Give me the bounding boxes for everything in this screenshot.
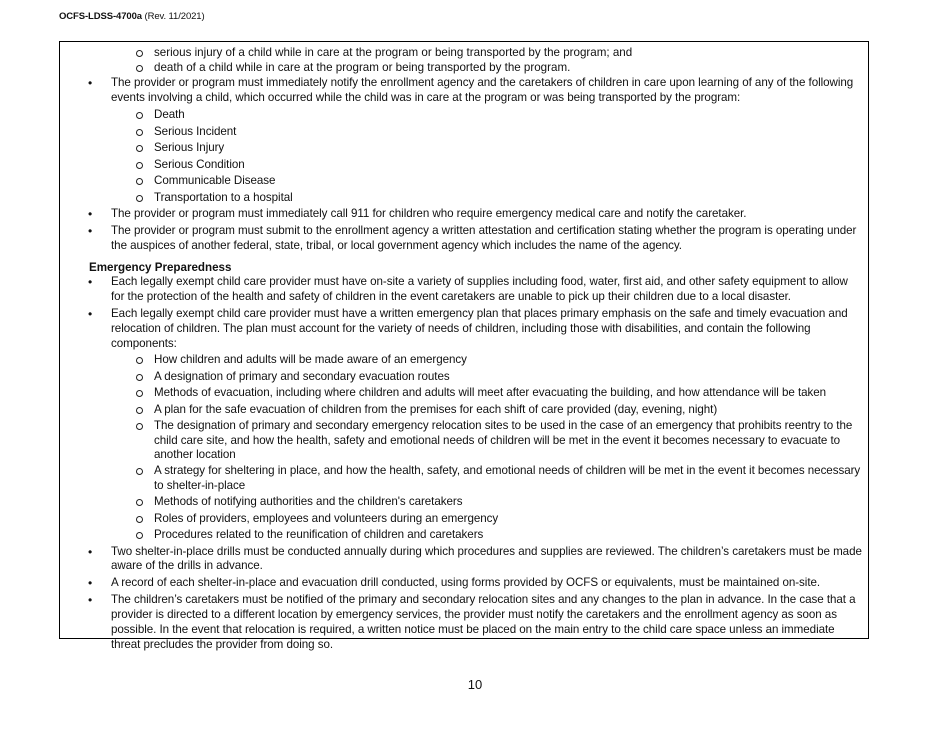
list-item-notify bbox=[60, 76, 868, 205]
sub-list-item: Death bbox=[111, 108, 862, 122]
sub-list-item: A strategy for sheltering in place, and how the health, safety, and emotional needs of children will be met in the event it becomes necessary to shelter-in-place bbox=[111, 464, 862, 492]
sub-list-item: Serious Incident bbox=[111, 125, 862, 139]
sub-list-item: death of a child while in care at the program or being transported by the program. bbox=[111, 61, 868, 75]
continued-sub-list bbox=[111, 46, 868, 75]
section-heading-emergency-preparedness: Emergency Preparedness bbox=[89, 260, 232, 274]
content-body bbox=[60, 44, 868, 655]
list-item-attestation: • The provider or program must submit to the enrollment agency a written attestation and certification stating whether the program is operating under the auspices of another federal, state, tribal, or local government agency which includes the name of the agency. bbox=[60, 224, 868, 254]
sub-list-item: Communicable Disease bbox=[111, 174, 862, 188]
form-code: OCFS-LDSS-4700a bbox=[59, 11, 142, 22]
list-item-relocation-notice: • The children’s caretakers must be notified of the primary and secondary relocation sites and any changes to the plan in advance. In the case that a provider is directed to a different location by emergency services, the provider must notify the caretakers and the enrollment agency as soon as possible. In the event that relocation is required, a written notice must be placed on the main entry to the child care space unless an immediate threat precludes the provider from doing so. bbox=[60, 593, 868, 653]
emergency-requirements-list bbox=[60, 275, 868, 653]
list-item-supplies: • Each legally exempt child care provider must have on-site a variety of supplies including food, water, first aid, and other safety equipment to allow for the protection of the health and safety of children in the event caretakers are unable to pick up their children due to a local disaster. bbox=[60, 275, 868, 305]
sub-list-item: serious injury of a child while in care at the program or being transported by the program; and bbox=[111, 46, 868, 60]
list-item-text: Each legally exempt child care provider must have a written emergency plan that places primary emphasis on the safe and timely evacuation and relocation of children. The plan must account for the variety of needs of children, including those with disabilities, and contain the following components: bbox=[111, 306, 848, 350]
page-number: 10 bbox=[467, 677, 483, 692]
sub-list-item: Methods of evacuation, including where children and adults will meet after evacuating the building, and how attendance will be taken bbox=[111, 386, 862, 400]
sub-list-item: Roles of providers, employees and volunteers during an emergency bbox=[111, 512, 862, 526]
list-item-drill-records: • A record of each shelter-in-place and evacuation drill conducted, using forms provided by OCFS or equivalents, must be maintained on-site. bbox=[60, 576, 868, 591]
sub-list-item: Methods of notifying authorities and the children's caretakers bbox=[111, 495, 862, 509]
requirements-list bbox=[60, 76, 868, 254]
sub-list-item: A designation of primary and secondary evacuation routes bbox=[111, 370, 862, 384]
sub-list-item: Serious Condition bbox=[111, 158, 862, 172]
notify-events-list bbox=[111, 108, 862, 205]
list-item-call-911: • The provider or program must immediately call 911 for children who require emergency medical care and notify the caretaker. bbox=[60, 207, 868, 222]
sub-list-item: Transportation to a hospital bbox=[111, 191, 862, 205]
list-item-emergency-plan bbox=[60, 307, 868, 543]
form-identifier bbox=[59, 11, 205, 22]
form-revision: (Rev. 11/2021) bbox=[141, 11, 205, 22]
sub-list-item: A plan for the safe evacuation of children from the premises for each shift of care provided (day, evening, night) bbox=[111, 403, 862, 417]
sub-list-item: Procedures related to the reunification of children and caretakers bbox=[111, 528, 862, 542]
list-item-drills: • Two shelter-in-place drills must be conducted annually during which procedures and supplies are reviewed. The children’s caretakers must be made aware of the drills in advance. bbox=[60, 545, 868, 575]
content-box bbox=[59, 41, 869, 652]
plan-components-list bbox=[111, 353, 862, 542]
sub-list-item: The designation of primary and secondary emergency relocation sites to be used in the case of an emergency that prohibits reentry to the child care site, and how the health, safety and emotional needs of children will be met in the event it becomes necessary to evacuate to another location bbox=[111, 419, 862, 462]
list-item-text: The provider or program must immediately notify the enrollment agency and the caretakers of children in care upon learning of any of the following events involving a child, which occurred while the child was in care at the program or was being transported by the program: bbox=[111, 76, 854, 105]
sub-list-item: Serious Injury bbox=[111, 141, 862, 155]
sub-list-item: How children and adults will be made aware of an emergency bbox=[111, 353, 862, 367]
